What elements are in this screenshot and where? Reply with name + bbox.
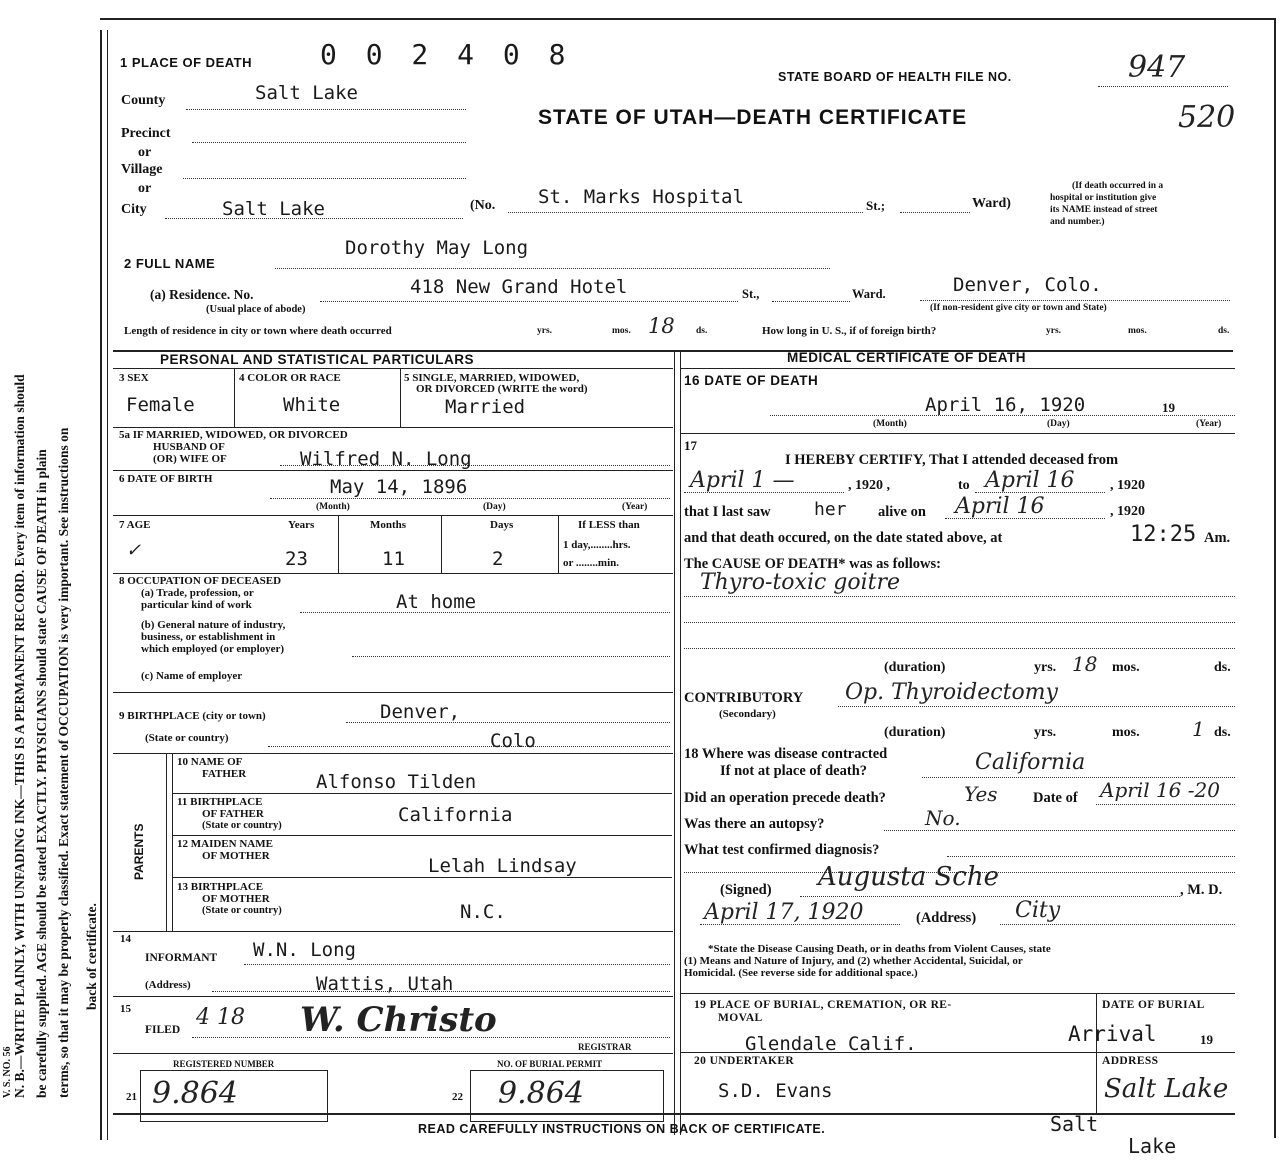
footer-instructions: READ CAREFULLY INSTRUCTIONS ON BACK OF CERTIFICATE. (418, 1122, 826, 1136)
birthplace-state: Colo (490, 730, 536, 752)
informant-label: INFORMANT (145, 952, 218, 964)
filed-value: 4 18 (196, 1005, 245, 1030)
attended-to-year: , 1920 (1110, 478, 1145, 493)
margin-note-4: back of certificate. (84, 903, 99, 1010)
occupation-c: (c) Name of employer (141, 670, 243, 682)
age-months: 11 (382, 548, 405, 570)
length-mos: mos. (612, 326, 631, 336)
certify-text: I HEREBY CERTIFY, That I attended deceased from (785, 452, 1119, 468)
death-time-meridiem: Am. (1204, 530, 1231, 546)
county-value: Salt Lake (255, 82, 358, 104)
spouse-value: Wilfred N. Long (300, 448, 472, 470)
registered-number: 9.864 (152, 1076, 238, 1111)
filed-label: FILED (145, 1024, 181, 1036)
her-value: her (814, 499, 847, 520)
occupation-a1: (a) Trade, profession, or (141, 587, 254, 599)
cause-label: The CAUSE OF DEATH* was as follows: (684, 556, 941, 572)
cert-number: 17 (684, 438, 697, 453)
dob-day: (Day) (483, 502, 506, 512)
burial-date-value: Arrival (1068, 1022, 1157, 1046)
operation-value: Yes (964, 782, 998, 806)
hospital-note-4: and number.) (1050, 217, 1105, 227)
mother-bp-label-2: OF MOTHER (202, 893, 270, 905)
footer-salt: Salt (1050, 1112, 1099, 1136)
precinct-label: Precinct (121, 126, 171, 141)
sex-label: 3 SEX (119, 372, 149, 384)
occupation-b3: which employed (or employer) (141, 643, 285, 655)
hospital-note-3: its NAME instead of street (1050, 205, 1158, 215)
father-label-1: 10 NAME OF (177, 756, 243, 768)
operation-date: April 16 -20 (1100, 778, 1220, 802)
dob-value: May 14, 1896 (330, 476, 468, 498)
mother-label-1: 12 MAIDEN NAME (177, 838, 273, 850)
res-ward-label: Ward. (852, 287, 886, 301)
test-label: What test confirmed diagnosis? (684, 842, 880, 858)
registrar-signature: W. Christo (300, 1000, 497, 1040)
race-value: White (283, 394, 341, 416)
race-label: 4 COLOR OR RACE (239, 372, 341, 384)
occupation-value: At home (396, 591, 477, 613)
length-mos-value: 18 (648, 314, 675, 338)
or-label-2: or (138, 181, 152, 196)
duration-label: (duration) (884, 660, 946, 675)
spouse-label-3: (OR) WIFE OF (153, 453, 227, 465)
informant-number: 14 (120, 933, 131, 945)
us-yrs: yrs. (1046, 326, 1062, 336)
mother-bp-label-3: (State or country) (202, 905, 282, 916)
residence-label: (a) Residence. No. (150, 287, 254, 302)
marital-label-2: OR DIVORCED (WRITE the word) (416, 383, 588, 395)
informant-address: Wattis, Utah (316, 973, 454, 995)
us-mos: mos. (1128, 326, 1147, 336)
less-than-1: If LESS than (578, 519, 640, 531)
burial-permit-number: 9.864 (498, 1076, 584, 1111)
us-ds: ds. (1218, 326, 1230, 336)
registered-number-prefix: 21 (126, 1091, 137, 1103)
residence-city: Denver, Colo. (953, 274, 1102, 296)
dob-year: (Year) (622, 502, 648, 512)
full-name-label: 2 FULL NAME (124, 256, 216, 271)
left-border-inner (107, 30, 108, 1140)
occupation-b2: business, or establishment in (141, 631, 276, 643)
dod-month-label: (Month) (873, 419, 907, 429)
contributory-value: Op. Thyroidectomy (845, 680, 1058, 705)
informant-address-label: (Address) (145, 979, 191, 991)
duration-mos-value: 18 (1072, 652, 1098, 676)
undertaker-value: S.D. Evans (718, 1080, 833, 1102)
res-st-label: St., (742, 287, 760, 301)
us-label: How long in U. S., if of foreign birth? (762, 325, 937, 337)
date-of-death-label: 16 DATE OF DEATH (684, 373, 819, 388)
father-birthplace: California (398, 804, 513, 826)
burial-date-19: 19 (1200, 1032, 1213, 1047)
dod-day-label: (Day) (1047, 419, 1070, 429)
footer-lake: Lake (1128, 1134, 1177, 1158)
burial-permit-label: NO. OF BURIAL PERMIT (497, 1059, 603, 1069)
residence-value: 418 New Grand Hotel (410, 276, 628, 298)
duration-ds: ds. (1214, 660, 1231, 675)
medical-header: MEDICAL CERTIFICATE OF DEATH (787, 350, 1026, 365)
last-saw-year: , 1920 (1110, 504, 1145, 519)
duration-mos: mos. (1112, 660, 1140, 675)
birthplace-label: 9 BIRTHPLACE (city or town) (119, 710, 266, 722)
note-line-3: Homicidal. (See reverse side for additional space.) (684, 967, 918, 979)
form-number: V. S. NO. 56 (2, 1046, 13, 1098)
occupation-label: 8 OCCUPATION OF DECEASED (119, 575, 282, 587)
registered-number-label: REGISTERED NUMBER (173, 1059, 275, 1069)
age-days-label: Days (490, 519, 514, 531)
mother-name: Lelah Lindsay (428, 855, 577, 877)
undertaker-address: Salt Lake (1104, 1074, 1229, 1104)
burial-label-1: 19 PLACE OF BURIAL, CREMATION, OR RE- (694, 999, 952, 1011)
age-label: 7 AGE (119, 519, 151, 531)
serial-number: 0 0 2 4 0 8 (320, 38, 572, 71)
signed-date: April 17, 1920 (704, 900, 864, 925)
dod-year-label: (Year) (1196, 419, 1222, 429)
length-ds: ds. (696, 326, 708, 336)
duration2-mos: mos. (1112, 725, 1140, 740)
street-value: St. Marks Hospital (538, 186, 744, 208)
attended-to-date: April 16 (985, 468, 1075, 493)
age-months-label: Months (370, 519, 407, 531)
sex-value: Female (126, 394, 195, 416)
date-of-death-value: April 16, 1920 (925, 394, 1086, 416)
nonres-note: (If non-resident give city or town and State) (930, 303, 1107, 313)
birthplace-state-label: (State or country) (145, 732, 229, 744)
file-no-label: STATE BOARD OF HEALTH FILE NO. (778, 70, 1012, 84)
full-name-value: Dorothy May Long (345, 237, 529, 259)
occupation-b1: (b) General nature of industry, (141, 619, 286, 631)
duration2-ds: ds. (1214, 725, 1231, 740)
duration2-ds-value: 1 (1192, 717, 1205, 741)
last-saw-label-1: that I last saw (684, 504, 771, 520)
autopsy-label: Was there an autopsy? (684, 816, 825, 832)
age-years: 23 (285, 548, 308, 570)
marital-label-1: 5 SINGLE, MARRIED, WIDOWED, (404, 372, 580, 384)
attended-from-year: , 1920 , (848, 478, 890, 493)
occupation-a2: particular kind of work (141, 599, 252, 611)
margin-note-3: terms, so that it may be properly classified. Exact statement of OCCUPATION is very important. See instructions on (56, 427, 71, 1098)
contributory-label: CONTRIBUTORY (684, 690, 804, 706)
where-contracted: California (975, 750, 1086, 775)
operation-label: Did an operation precede death? (684, 790, 886, 806)
abode-note: (Usual place of abode) (206, 304, 306, 315)
secondary-label: (Secondary) (719, 708, 776, 720)
less-than-3: or ........min. (563, 557, 620, 569)
village-label: Village (121, 162, 163, 177)
length-label: Length of residence in city or town where death occurred (124, 325, 392, 337)
death-time-label: and that death occured, on the date stated above, at (684, 530, 1003, 546)
sig-address: City (1015, 898, 1061, 923)
st-label: St.; (866, 198, 886, 213)
to-label: to (958, 478, 970, 493)
burial-place: Glendale Calif. (745, 1033, 917, 1055)
or-label-1: or (138, 145, 152, 160)
filed-number: 15 (120, 1003, 131, 1015)
alt-number: 520 (1178, 100, 1236, 135)
ward-label: Ward) (972, 196, 1011, 211)
father-name: Alfonso Tilden (316, 771, 477, 793)
age-days: 2 (492, 548, 504, 570)
mother-label-2: OF MOTHER (202, 850, 270, 862)
father-bp-label-3: (State or country) (202, 820, 282, 831)
place-of-death-label: 1 PLACE OF DEATH (120, 55, 252, 70)
hospital-note-1: (If death occurred in a (1072, 181, 1164, 191)
less-than-2: 1 day,........hrs. (563, 539, 631, 551)
date-of-death-19: 19 (1162, 400, 1175, 415)
duration2-yrs: yrs. (1034, 725, 1057, 740)
sig-address-label: (Address) (916, 910, 977, 926)
county-label: County (121, 93, 166, 108)
spouse-label-2: HUSBAND OF (153, 441, 225, 453)
birthplace-city: Denver, (380, 701, 461, 723)
burial-permit-prefix: 22 (452, 1091, 463, 1103)
top-border (100, 18, 1275, 20)
note-line-1: *State the Disease Causing Death, or in deaths from Violent Causes, state (708, 943, 1051, 955)
md-label: , M. D. (1180, 882, 1223, 898)
mother-bp-label-1: 13 BIRTHPLACE (177, 881, 264, 893)
spouse-label-1: 5a IF MARRIED, WIDOWED, OR DIVORCED (119, 429, 348, 441)
father-label-2: FATHER (202, 768, 247, 780)
marital-value: Married (445, 396, 526, 418)
certificate-title: STATE OF UTAH—DEATH CERTIFICATE (538, 106, 968, 129)
death-time-value: 12:25 (1130, 522, 1197, 547)
parents-label: PARENTS (132, 823, 146, 880)
attended-from-date: April 1 — (690, 468, 795, 493)
no-label: (No. (470, 198, 496, 213)
right-border (1274, 18, 1276, 1138)
burial-label-2: MOVAL (718, 1012, 763, 1024)
duration-yrs: yrs. (1034, 660, 1057, 675)
length-yrs: yrs. (537, 326, 553, 336)
note-line-2: (1) Means and Nature of Injury, and (2) whether Accidental, Suicidal, or (684, 955, 1023, 967)
father-bp-label-2: OF FATHER (202, 808, 264, 820)
personal-header: PERSONAL AND STATISTICAL PARTICULARS (160, 352, 475, 367)
file-number: 947 (1128, 50, 1186, 85)
operation-date-label: Date of (1033, 790, 1078, 806)
cause-value: Thyro-toxic goitre (700, 570, 901, 595)
autopsy-value: No. (925, 806, 961, 830)
margin-note-2: be carefully supplied. AGE should be stated EXACTLY. PHYSICIANS should state CAUSE OF DEATH in plain (34, 449, 49, 1098)
where-label-1: 18 Where was disease contracted (684, 746, 888, 762)
dob-label: 6 DATE OF BIRTH (119, 473, 213, 485)
margin-note-1: N. B.—WRITE PLAINLY, WITH UNFADING INK—THIS IS A PERMANENT RECORD. Every item of information should (12, 374, 27, 1098)
informant-value: W.N. Long (253, 939, 356, 961)
last-saw-date: April 16 (955, 494, 1045, 519)
age-mark: ✓ (126, 540, 142, 561)
age-years-label: Years (288, 519, 315, 531)
signed-label: (Signed) (720, 882, 772, 898)
left-border (100, 30, 102, 1140)
duration2-label: (duration) (884, 725, 946, 740)
undertaker-address-label: ADDRESS (1102, 1055, 1159, 1067)
hospital-note-2: hospital or institution give (1050, 193, 1157, 203)
dob-month: (Month) (316, 502, 350, 512)
father-bp-label-1: 11 BIRTHPLACE (177, 796, 263, 808)
city-value: Salt Lake (222, 198, 325, 220)
last-saw-label-2: alive on (878, 504, 926, 520)
physician-signature: Augusta Sche (818, 862, 999, 892)
mother-birthplace: N.C. (460, 901, 506, 923)
registrar-label: REGISTRAR (578, 1042, 632, 1052)
column-divider (674, 350, 675, 1135)
where-label-2: If not at place of death? (720, 763, 868, 779)
undertaker-label: 20 UNDERTAKER (694, 1055, 795, 1067)
city-label: City (121, 202, 147, 217)
burial-date-label: DATE OF BURIAL (1102, 999, 1205, 1011)
